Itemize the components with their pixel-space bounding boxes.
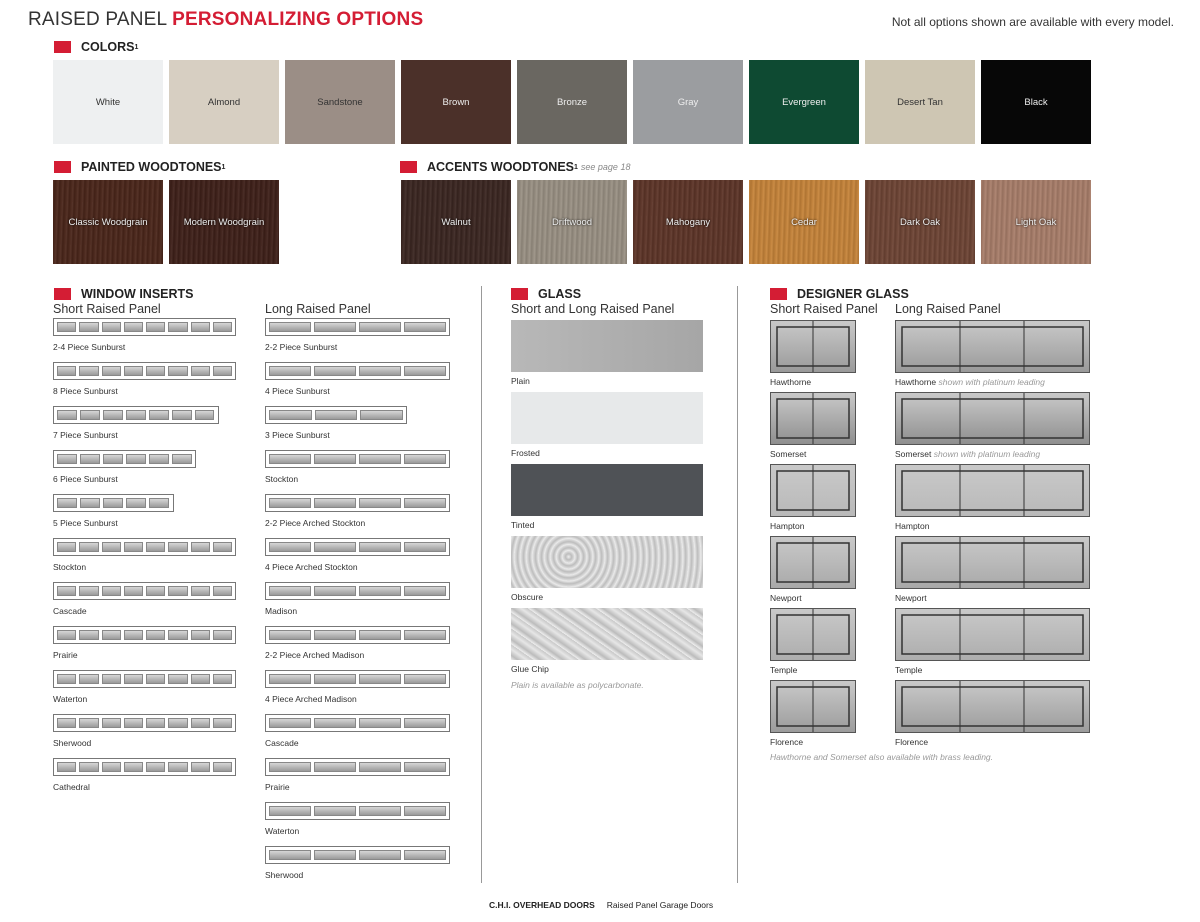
window-insert-option[interactable] — [265, 494, 450, 512]
window-insert-pane — [57, 630, 76, 640]
accents-see-page: see page 18 — [580, 162, 631, 172]
designer-glass-short-label: Hampton — [770, 521, 805, 531]
window-insert-pane — [168, 762, 187, 772]
availability-note: Not all options shown are available with every model. — [891, 15, 1174, 29]
window-insert-pane — [57, 718, 76, 728]
window-insert-pane — [124, 762, 143, 772]
window-insert-pane — [314, 718, 356, 728]
glass-label: Plain — [511, 376, 530, 386]
window-insert-pane — [314, 762, 356, 772]
window-insert-label: Sherwood — [53, 738, 92, 748]
designer-glass-short-option[interactable] — [770, 680, 856, 733]
designer-short-title: Short Raised Panel — [770, 302, 878, 316]
window-insert-pane — [146, 366, 165, 376]
woodtone-swatch[interactable]: Driftwood — [517, 180, 627, 264]
window-insert-pane — [314, 322, 356, 332]
window-insert-label: Sherwood — [265, 870, 304, 880]
window-insert-pane — [314, 586, 356, 596]
window-insert-pane — [79, 718, 98, 728]
window-insert-pane — [213, 674, 232, 684]
window-insert-label: Stockton — [53, 562, 87, 572]
color-swatch[interactable]: Desert Tan — [865, 60, 975, 144]
window-insert-pane — [102, 542, 121, 552]
window-insert-pane — [404, 806, 446, 816]
window-insert-pane — [404, 586, 446, 596]
window-insert-pane — [146, 762, 165, 772]
window-insert-pane — [404, 542, 446, 552]
designer-glass-short-option[interactable] — [770, 464, 856, 517]
section-marker — [54, 288, 71, 300]
window-insert-pane — [359, 718, 401, 728]
window-insert-option[interactable] — [53, 450, 196, 468]
window-insert-pane — [103, 498, 123, 508]
window-insert-pane — [404, 762, 446, 772]
window-insert-label: 2-4 Piece Sunburst — [53, 342, 126, 352]
column-divider — [737, 286, 738, 883]
window-insert-pane — [168, 630, 187, 640]
window-insert-label: Waterton — [53, 694, 88, 704]
window-insert-pane — [269, 630, 311, 640]
window-insert-pane — [314, 630, 356, 640]
window-insert-label: Cathedral — [53, 782, 90, 792]
window-insert-option[interactable] — [53, 494, 174, 512]
designer-glass-short-option[interactable] — [770, 608, 856, 661]
glass-note: Plain is available as polycarbonate. — [511, 680, 644, 690]
window-insert-pane — [102, 718, 121, 728]
designer-glass-long-label — [895, 449, 1040, 459]
designer-glass-long-name: Hawthorne — [895, 377, 937, 387]
window-insert-label: 6 Piece Sunburst — [53, 474, 118, 484]
colors-heading — [54, 40, 138, 54]
designer-glass-short-label: Florence — [770, 737, 804, 747]
woodtone-swatch[interactable]: Mahogany — [633, 180, 743, 264]
window-insert-pane — [79, 542, 98, 552]
designer-glass-long-option[interactable] — [895, 392, 1090, 445]
window-insert-pane — [269, 542, 311, 552]
window-insert-pane — [102, 630, 121, 640]
window-insert-option[interactable] — [53, 538, 236, 556]
window-insert-pane — [314, 850, 356, 860]
painted-heading — [54, 160, 225, 174]
window-insert-pane — [80, 410, 100, 420]
designer-glass-note: Hawthorne and Somerset also available with brass leading. — [770, 752, 994, 762]
woodtone-swatch[interactable]: Dark Oak — [865, 180, 975, 264]
window-insert-pane — [146, 630, 165, 640]
window-insert-pane — [126, 410, 146, 420]
designer-glass-long-note: shown with platinum leading — [933, 449, 1041, 459]
designer-glass-long-note: shown with platinum leading — [938, 377, 1045, 387]
woodtone-swatch[interactable]: Cedar — [749, 180, 859, 264]
window-insert-pane — [57, 586, 76, 596]
glass-label: Frosted — [511, 448, 540, 458]
leading-pattern — [771, 393, 855, 444]
designer-glass-long-option[interactable] — [895, 680, 1090, 733]
window-insert-pane — [404, 366, 446, 376]
window-insert-option[interactable] — [53, 582, 236, 600]
window-insert-label: Cascade — [53, 606, 87, 616]
window-insert-option[interactable] — [53, 406, 219, 424]
window-insert-pane — [102, 674, 121, 684]
leading-pattern — [896, 321, 1089, 372]
window-insert-pane — [359, 366, 401, 376]
window-long-title: Long Raised Panel — [265, 302, 371, 316]
window-insert-label: 3 Piece Sunburst — [265, 430, 330, 440]
woodtone-swatch[interactable]: Light Oak — [981, 180, 1091, 264]
designer-glass-short-option[interactable] — [770, 320, 856, 373]
designer-glass-long-name: Somerset — [895, 449, 932, 459]
window-insert-pane — [149, 410, 169, 420]
glass-option[interactable] — [511, 320, 703, 372]
window-insert-pane — [79, 586, 98, 596]
section-marker — [400, 161, 417, 173]
window-insert-pane — [269, 674, 311, 684]
designer-glass-long-name: Florence — [895, 737, 929, 747]
footer-brand: C.H.I. OVERHEAD DOORS — [489, 900, 595, 910]
window-insert-pane — [269, 322, 311, 332]
window-insert-pane — [57, 674, 76, 684]
window-insert-pane — [269, 850, 311, 860]
window-insert-label: Madison — [265, 606, 298, 616]
window-insert-label: 7 Piece Sunburst — [53, 430, 118, 440]
designer-glass-long-label — [895, 737, 928, 747]
leading-pattern — [896, 465, 1089, 516]
accents-heading-text: ACCENTS WOODTONES — [427, 160, 574, 174]
accents-footnote: 1 — [574, 163, 578, 171]
window-insert-pane — [269, 366, 311, 376]
window-insert-pane — [404, 718, 446, 728]
column-divider — [481, 286, 482, 883]
window-insert-option[interactable] — [53, 714, 236, 732]
window-insert-pane — [146, 542, 165, 552]
designer-glass-long-option[interactable] — [895, 464, 1090, 517]
window-insert-pane — [359, 454, 401, 464]
designer-glass-short-label: Hawthorne — [770, 377, 812, 387]
window-insert-option[interactable] — [265, 582, 450, 600]
designer-glass-short-option[interactable] — [770, 392, 856, 445]
window-insert-pane — [57, 322, 76, 332]
window-insert-pane — [57, 410, 77, 420]
leading-pattern — [771, 537, 855, 588]
designer-glass-short-label: Newport — [770, 593, 802, 603]
window-insert-option[interactable] — [53, 318, 236, 336]
window-insert-pane — [404, 674, 446, 684]
glass-option[interactable] — [511, 392, 703, 444]
window-insert-option[interactable] — [265, 714, 450, 732]
window-insert-pane — [269, 762, 311, 772]
window-insert-pane — [124, 366, 143, 376]
designer-glass-heading — [770, 287, 909, 301]
window-insert-pane — [124, 586, 143, 596]
window-insert-pane — [269, 454, 311, 464]
window-insert-pane — [404, 454, 446, 464]
leading-pattern — [771, 321, 855, 372]
window-insert-pane — [146, 674, 165, 684]
window-insert-pane — [191, 674, 210, 684]
window-insert-pane — [79, 762, 98, 772]
window-insert-pane — [191, 762, 210, 772]
designer-glass-long-label — [895, 377, 1045, 387]
window-insert-option[interactable] — [53, 362, 236, 380]
window-insert-option[interactable] — [53, 670, 236, 688]
window-insert-pane — [213, 630, 232, 640]
leading-pattern — [896, 537, 1089, 588]
glass-option[interactable] — [511, 608, 703, 660]
window-insert-pane — [213, 542, 232, 552]
window-insert-pane — [191, 366, 210, 376]
window-inserts-heading — [54, 287, 194, 301]
window-insert-pane — [269, 586, 311, 596]
window-insert-pane — [124, 542, 143, 552]
window-insert-option[interactable] — [265, 802, 450, 820]
window-insert-pane — [103, 454, 123, 464]
window-insert-pane — [79, 630, 98, 640]
window-insert-label: Prairie — [265, 782, 290, 792]
window-insert-pane — [359, 674, 401, 684]
window-insert-pane — [57, 498, 77, 508]
window-insert-label: 8 Piece Sunburst — [53, 386, 118, 396]
window-insert-pane — [102, 366, 121, 376]
window-insert-option[interactable] — [265, 406, 407, 424]
window-insert-pane — [314, 806, 356, 816]
window-insert-pane — [124, 630, 143, 640]
window-insert-pane — [172, 410, 192, 420]
window-insert-pane — [103, 410, 123, 420]
designer-glass-long-option[interactable] — [895, 608, 1090, 661]
window-insert-pane — [213, 718, 232, 728]
color-swatch[interactable]: Bronze — [517, 60, 627, 144]
window-insert-label: 4 Piece Sunburst — [265, 386, 330, 396]
window-insert-pane — [195, 410, 215, 420]
window-insert-pane — [315, 410, 358, 420]
window-insert-pane — [168, 586, 187, 596]
window-insert-option[interactable] — [265, 450, 450, 468]
window-insert-pane — [269, 410, 312, 420]
window-insert-option[interactable] — [265, 538, 450, 556]
window-insert-pane — [57, 762, 76, 772]
color-swatch[interactable]: Brown — [401, 60, 511, 144]
window-insert-pane — [314, 366, 356, 376]
window-insert-pane — [149, 454, 169, 464]
window-insert-pane — [269, 806, 311, 816]
window-insert-pane — [172, 454, 192, 464]
window-insert-pane — [359, 630, 401, 640]
glass-sub-title: Short and Long Raised Panel — [511, 302, 675, 316]
leading-pattern — [771, 465, 855, 516]
glass-heading-text: GLASS — [538, 287, 582, 301]
accents-heading — [400, 160, 630, 174]
woodtone-swatch[interactable]: Modern Woodgrain — [169, 180, 279, 264]
window-insert-option[interactable] — [265, 758, 450, 776]
designer-glass-long-label — [895, 593, 927, 603]
window-insert-pane — [102, 322, 121, 332]
designer-glass-long-name: Hampton — [895, 521, 930, 531]
designer-glass-long-option[interactable] — [895, 320, 1090, 373]
designer-glass-long-name: Temple — [895, 665, 923, 675]
window-insert-pane — [146, 586, 165, 596]
title-red: PERSONALIZING OPTIONS — [172, 9, 424, 30]
window-insert-label: Prairie — [53, 650, 78, 660]
window-insert-pane — [124, 322, 143, 332]
window-insert-pane — [79, 322, 98, 332]
window-insert-pane — [79, 674, 98, 684]
window-insert-pane — [359, 586, 401, 596]
woodtone-swatch[interactable]: Classic Woodgrain — [53, 180, 163, 264]
glass-label: Tinted — [511, 520, 535, 530]
color-swatch[interactable]: Gray — [633, 60, 743, 144]
designer-glass-long-option[interactable] — [895, 536, 1090, 589]
leading-pattern — [771, 681, 855, 732]
footer — [489, 900, 713, 910]
woodtone-swatch[interactable]: Walnut — [401, 180, 511, 264]
window-insert-pane — [126, 454, 146, 464]
window-insert-pane — [168, 674, 187, 684]
footer-product: Raised Panel Garage Doors — [606, 900, 714, 910]
window-insert-pane — [124, 674, 143, 684]
section-marker — [54, 161, 71, 173]
window-insert-pane — [168, 718, 187, 728]
designer-glass-long-name: Newport — [895, 593, 927, 603]
window-insert-pane — [314, 542, 356, 552]
window-insert-pane — [213, 366, 232, 376]
window-insert-pane — [80, 454, 100, 464]
window-insert-pane — [404, 498, 446, 508]
window-insert-pane — [404, 322, 446, 332]
window-insert-pane — [80, 498, 100, 508]
window-insert-pane — [269, 498, 311, 508]
window-insert-pane — [57, 454, 77, 464]
window-insert-pane — [168, 366, 187, 376]
section-marker — [511, 288, 528, 300]
window-insert-label: 5 Piece Sunburst — [53, 518, 118, 528]
window-insert-pane — [168, 542, 187, 552]
window-insert-option[interactable] — [265, 362, 450, 380]
window-insert-pane — [314, 498, 356, 508]
window-insert-pane — [213, 586, 232, 596]
window-insert-pane — [191, 322, 210, 332]
window-insert-pane — [57, 366, 76, 376]
window-insert-pane — [314, 674, 356, 684]
window-insert-pane — [359, 762, 401, 772]
window-insert-pane — [124, 718, 143, 728]
glass-option[interactable] — [511, 536, 703, 588]
designer-glass-short-option[interactable] — [770, 536, 856, 589]
glass-label: Obscure — [511, 592, 544, 602]
designer-glass-long-label — [895, 521, 930, 531]
window-insert-pane — [191, 586, 210, 596]
window-insert-option[interactable] — [53, 626, 236, 644]
window-insert-pane — [359, 322, 401, 332]
window-insert-pane — [191, 630, 210, 640]
glass-label: Glue Chip — [511, 664, 549, 674]
window-insert-option[interactable] — [265, 670, 450, 688]
window-inserts-heading-text: WINDOW INSERTS — [81, 287, 194, 301]
window-insert-pane — [213, 322, 232, 332]
window-insert-pane — [149, 498, 169, 508]
window-insert-label: 2-2 Piece Sunburst — [265, 342, 338, 352]
window-insert-pane — [360, 410, 403, 420]
color-swatch[interactable]: Sandstone — [285, 60, 395, 144]
window-insert-pane — [168, 322, 187, 332]
leading-pattern — [896, 681, 1089, 732]
leading-pattern — [896, 393, 1089, 444]
window-insert-option[interactable] — [265, 626, 450, 644]
window-insert-option[interactable] — [265, 846, 450, 864]
window-insert-label: Cascade — [265, 738, 299, 748]
designer-glass-short-label: Temple — [770, 665, 798, 675]
window-insert-pane — [359, 806, 401, 816]
window-short-title: Short Raised Panel — [53, 302, 161, 316]
window-insert-option[interactable] — [53, 758, 236, 776]
window-insert-pane — [404, 850, 446, 860]
window-insert-pane — [191, 542, 210, 552]
window-insert-option[interactable] — [265, 318, 450, 336]
designer-glass-long-label — [895, 665, 922, 675]
window-insert-pane — [146, 718, 165, 728]
colors-footnote: 1 — [134, 43, 139, 51]
window-insert-pane — [102, 762, 121, 772]
window-insert-label: Stockton — [265, 474, 299, 484]
section-marker — [770, 288, 787, 300]
window-insert-pane — [102, 586, 121, 596]
color-swatch[interactable]: Evergreen — [749, 60, 859, 144]
designer-long-title: Long Raised Panel — [895, 302, 1001, 316]
window-insert-label: Waterton — [265, 826, 300, 836]
glass-option[interactable] — [511, 464, 703, 516]
window-insert-label: 4 Piece Arched Madison — [265, 694, 357, 704]
window-insert-pane — [269, 718, 311, 728]
painted-heading-text: PAINTED WOODTONES — [81, 160, 222, 174]
color-swatch[interactable]: Almond — [169, 60, 279, 144]
designer-glass-short-label: Somerset — [770, 449, 807, 459]
window-insert-pane — [359, 542, 401, 552]
window-insert-pane — [359, 498, 401, 508]
window-insert-pane — [213, 762, 232, 772]
window-insert-pane — [359, 850, 401, 860]
window-insert-label: 4 Piece Arched Stockton — [265, 562, 358, 572]
window-insert-pane — [191, 718, 210, 728]
window-insert-pane — [126, 498, 146, 508]
window-insert-pane — [314, 454, 356, 464]
colors-heading-text: COLORS — [81, 40, 135, 54]
color-swatch[interactable]: Black — [981, 60, 1091, 144]
title-plain: RAISED PANEL — [28, 9, 173, 30]
window-insert-pane — [79, 366, 98, 376]
window-insert-label: 2-2 Piece Arched Stockton — [265, 518, 366, 528]
color-swatch[interactable]: White — [53, 60, 163, 144]
window-insert-pane — [57, 542, 76, 552]
designer-glass-heading-text: DESIGNER GLASS — [797, 287, 909, 301]
leading-pattern — [771, 609, 855, 660]
painted-footnote: 1 — [221, 163, 226, 171]
page-title — [28, 9, 423, 31]
leading-pattern — [896, 609, 1089, 660]
window-insert-label: 2-2 Piece Arched Madison — [265, 650, 365, 660]
glass-heading — [511, 287, 581, 301]
window-insert-pane — [404, 630, 446, 640]
window-insert-pane — [146, 322, 165, 332]
section-marker — [54, 41, 71, 53]
